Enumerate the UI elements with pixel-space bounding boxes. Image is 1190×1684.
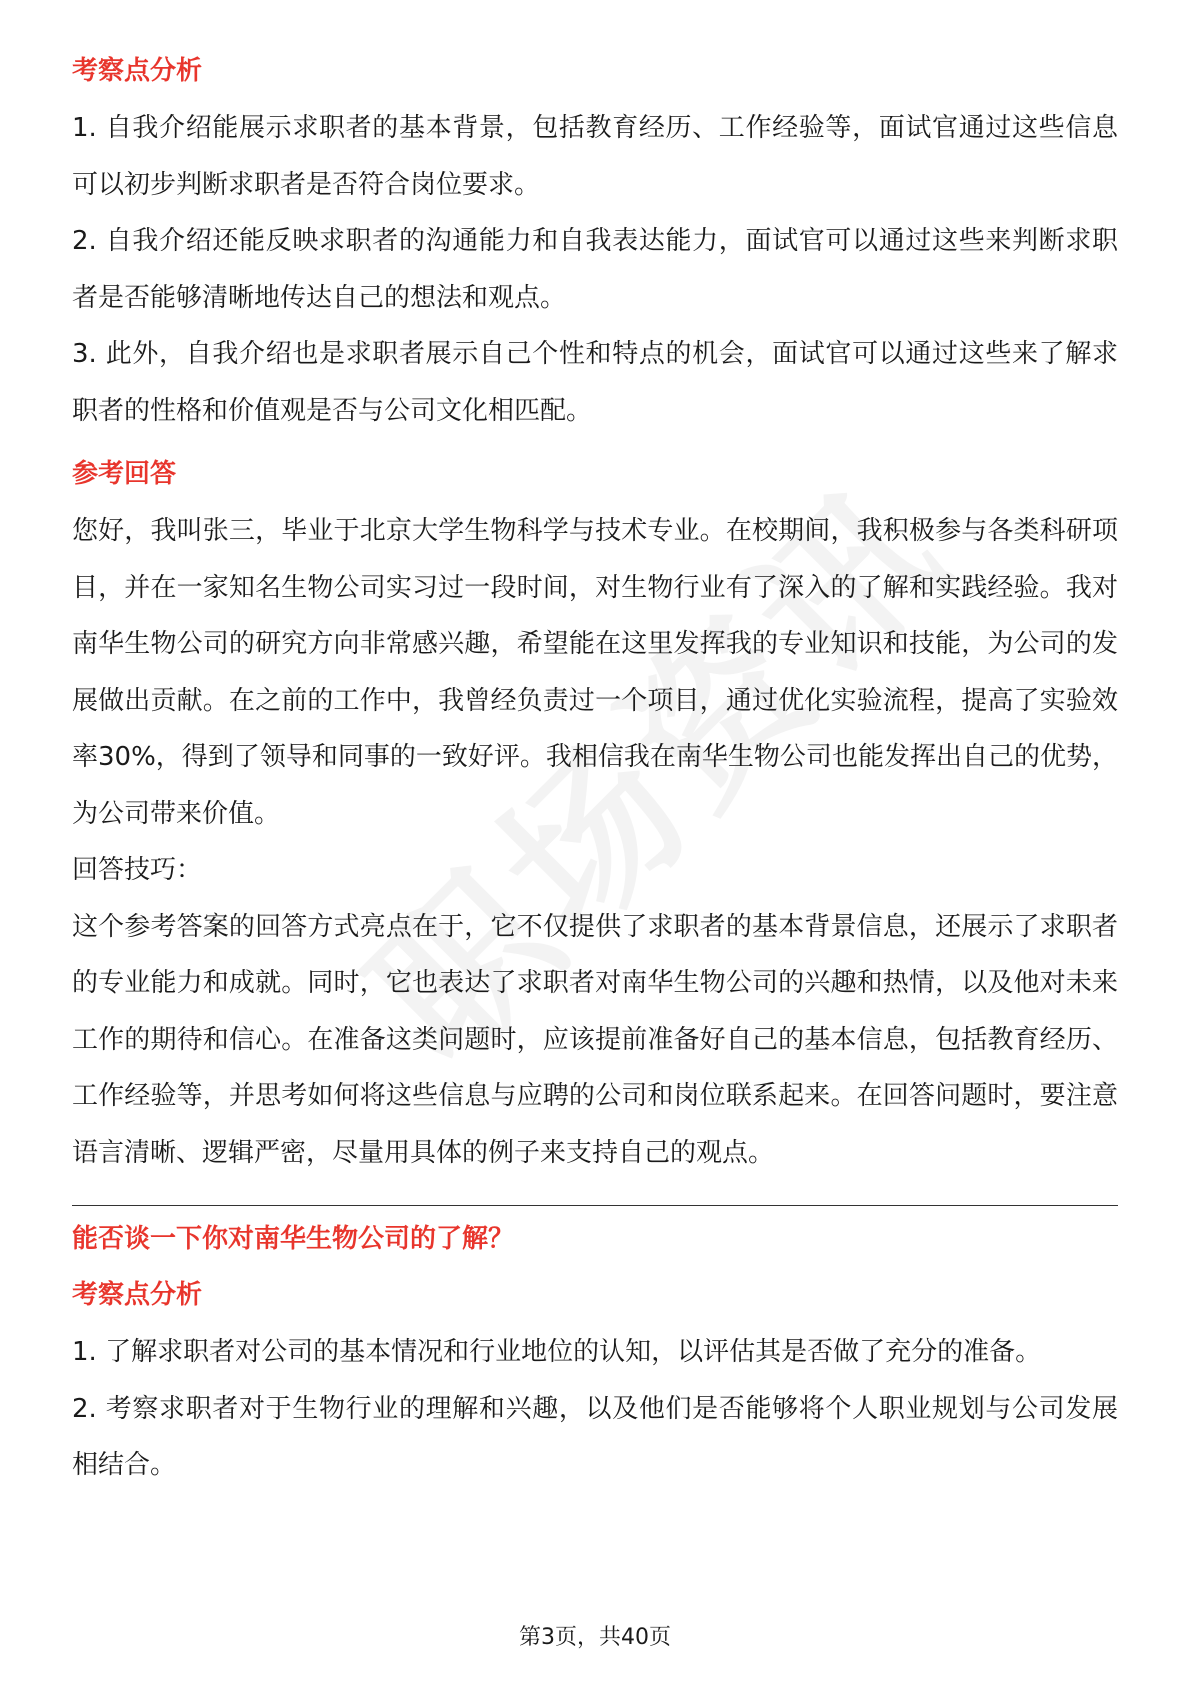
divider: [72, 1205, 1118, 1206]
analysis2-point-1: 1. 了解求职者对公司的基本情况和行业地位的认知，以评估其是否做了充分的准备。: [72, 1337, 1042, 1367]
question-title: 能否谈一下你对南华生物公司的了解？: [72, 1224, 515, 1254]
tips-text: 这个参考答案的回答方式亮点在于，它不仅提供了求职者的基本背景信息，还展示了求职者的专业能力和成就。同时，它也表达了求职者对南华生物公司的兴趣和热情，以及他对未来工作的期待和信心。在准备这类问题时，应该提前准备好自己的基本信息，包括教育经历、工作经验等，并思考如何将这些信息与应聘的公司和岗位联系起来。在回答问题时，要注意语言清晰、逻辑严密，尽量用具体的例子来支持自己的观点。: [72, 911, 1118, 1168]
section-heading-reference-answer: 参考回答: [72, 459, 177, 489]
page-footer: 第3页，共40页: [519, 1625, 671, 1650]
analysis2-point-2: 2. 考察求职者对于生物行业的理解和兴趣，以及他们是否能够将个人职业规划与公司发展相结合。: [72, 1393, 1118, 1480]
section-heading-analysis: 考察点分析: [72, 56, 203, 86]
reference-answer: 您好，我叫张三，毕业于北京大学生物科学与技术专业。在校期间，我积极参与各类科研项目，并在一家知名生物公司实习过一段时间，对生物行业有了深入的了解和实践经验。我对南华生物公司的研究方向非常感兴趣，希望能在这里发挥我的专业知识和技能，为公司的发展做出贡献。在之前的工作中，我曾经负责过一个项目，通过优化实验流程，提高了实验效率30%，得到了领导和同事的一致好评。我相信我在南华生物公司也能发挥出自己的优势，为公司带来价值。: [72, 516, 1118, 829]
analysis-point-1: 1. 自我介绍能展示求职者的基本背景，包括教育经历、工作经验等，面试官通过这些信息可以初步判断求职者是否符合岗位要求。: [72, 113, 1118, 200]
section-heading-analysis-2: 考察点分析: [72, 1280, 203, 1310]
analysis-point-2: 2. 自我介绍还能反映求职者的沟通能力和自我表达能力，面试官可以通过这些来判断求职者是否能够清晰地传达自己的想法和观点。: [72, 226, 1118, 313]
tips-label: 回答技巧：: [72, 855, 203, 885]
analysis-point-3: 3. 此外，自我介绍也是求职者展示自己个性和特点的机会，面试官可以通过这些来了解求职者的性格和价值观是否与公司文化相匹配。: [72, 339, 1118, 426]
content: [72, 50, 1118, 1494]
